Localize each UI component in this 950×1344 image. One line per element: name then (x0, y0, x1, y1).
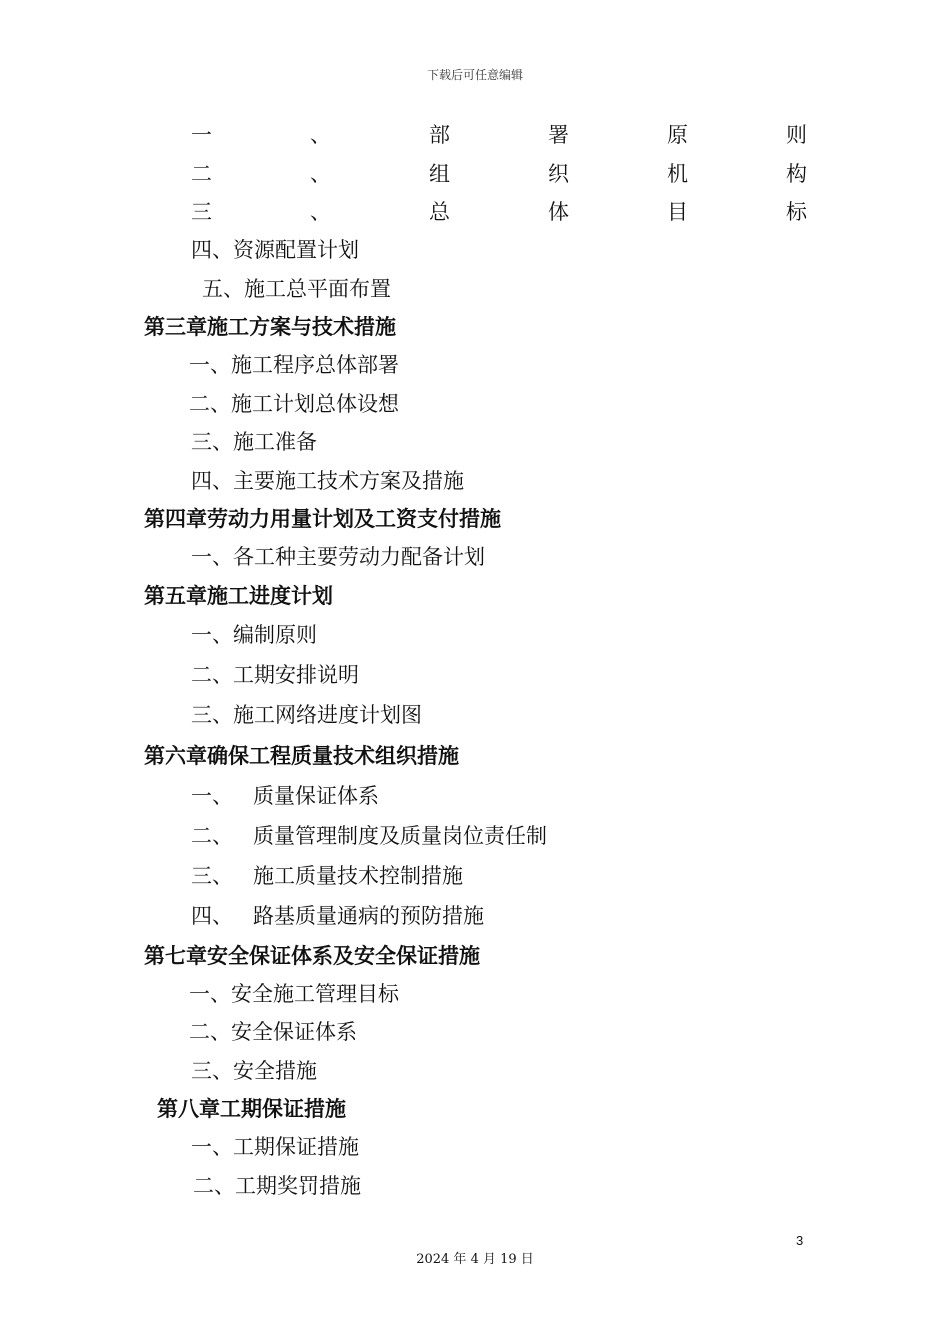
toc-item: 二、 质量管理制度及质量岗位责任制 (191, 824, 548, 848)
toc-char: 三 (191, 200, 212, 224)
toc-char: 、 (310, 200, 331, 224)
toc-item: 一、 质量保证体系 (191, 784, 380, 808)
toc-item: 二、安全保证体系 (189, 1020, 357, 1044)
toc-char: 、 (310, 123, 331, 147)
toc-chapter-heading: 第四章劳动力用量计划及工资支付措施 (144, 506, 501, 531)
toc-char: 体 (548, 200, 569, 224)
toc-char: 部 (429, 123, 450, 147)
toc-item: 二、施工计划总体设想 (189, 392, 399, 416)
toc-item: 五、施工总平面布置 (202, 277, 391, 301)
footer-date: 2024 年 4 月 19 日 (416, 1252, 534, 1267)
toc-item: 四、 路基质量通病的预防措施 (191, 904, 485, 928)
toc-char: 标 (786, 200, 807, 224)
page-number: 3 (796, 1233, 804, 1248)
toc-item: 一、编制原则 (191, 623, 317, 647)
toc-char: 二 (191, 162, 212, 186)
page-header: 下载后可任意编辑 (426, 68, 523, 82)
toc-char: 构 (786, 162, 807, 186)
toc-spread-line-2 (191, 161, 807, 187)
toc-char: 织 (548, 162, 569, 186)
toc-char: 机 (667, 162, 688, 186)
toc-chapter-heading: 第五章施工进度计划 (144, 583, 333, 608)
toc-chapter-heading: 第六章确保工程质量技术组织措施 (144, 743, 459, 768)
toc-item: 四、主要施工技术方案及措施 (191, 469, 464, 493)
toc-chapter-heading: 第八章工期保证措施 (157, 1096, 346, 1121)
toc-item: 二、工期安排说明 (191, 663, 359, 687)
toc-chapter-heading: 第七章安全保证体系及安全保证措施 (144, 943, 480, 968)
toc-char: 、 (310, 162, 331, 186)
toc-chapter-heading: 第三章施工方案与技术措施 (144, 314, 396, 339)
toc-char: 署 (548, 123, 569, 147)
toc-item: 一、工期保证措施 (191, 1135, 359, 1159)
toc-char: 则 (786, 123, 807, 147)
toc-char: 目 (667, 200, 688, 224)
toc-char: 组 (429, 162, 450, 186)
toc-item: 一、安全施工管理目标 (189, 982, 399, 1006)
toc-item: 一、施工程序总体部署 (189, 353, 399, 377)
toc-item: 三、施工准备 (191, 430, 317, 454)
toc-item: 三、安全措施 (191, 1059, 317, 1083)
toc-char: 一 (191, 123, 212, 147)
toc-spread-line-1 (191, 122, 807, 148)
toc-item: 二、工期奖罚措施 (193, 1174, 361, 1198)
toc-item: 三、 施工质量技术控制措施 (191, 864, 464, 888)
toc-char: 原 (667, 123, 688, 147)
toc-spread-line-3 (191, 199, 807, 225)
toc-item: 一、各工种主要劳动力配备计划 (191, 545, 485, 569)
toc-char: 总 (429, 200, 450, 224)
toc-item: 四、资源配置计划 (191, 238, 359, 262)
toc-item: 三、施工网络进度计划图 (191, 703, 422, 727)
